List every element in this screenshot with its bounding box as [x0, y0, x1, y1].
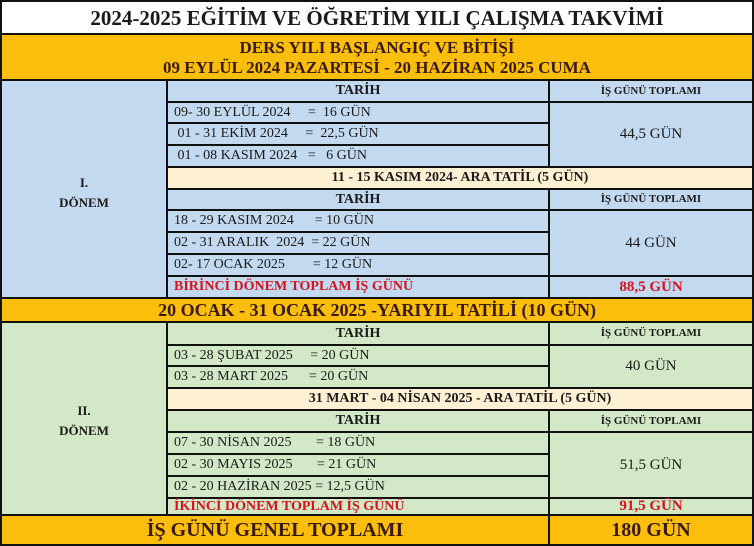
- term2-total-header-2: İŞ GÜNÜ TOPLAMI: [550, 411, 752, 431]
- term1-label-number: I.: [79, 175, 89, 190]
- term1-total-header-2: İŞ GÜNÜ TOPLAMI: [550, 190, 752, 209]
- school-year-banner-line2: 09 EYLÜL 2024 PAZARTESİ - 20 HAZİRAN 2025 CUMA: [163, 58, 591, 77]
- term2-date-row: 02 - 30 MAYIS 2025 = 21 GÜN: [168, 455, 548, 475]
- term1-date-header: TARİH: [168, 81, 548, 101]
- term2-total-label: İKİNCİ DÖNEM TOPLAM İŞ GÜNÜ: [168, 499, 548, 514]
- page-title: 2024-2025 EĞİTİM VE ÖĞRETİM YILI ÇALIŞMA TAKVİMİ: [2, 2, 752, 33]
- grand-total-label: İŞ GÜNÜ GENEL TOPLAMI: [2, 516, 548, 544]
- term2-label-number: II.: [77, 403, 91, 418]
- term1-date-row: 01 - 08 KASIM 2024 = 6 GÜN: [168, 146, 548, 166]
- term1-date-row: 09- 30 EYLÜL 2024 = 16 GÜN: [168, 103, 548, 122]
- term2-date-row: 03 - 28 ŞUBAT 2025 = 20 GÜN: [168, 346, 548, 365]
- term1-total-value: 88,5 GÜN: [550, 277, 752, 297]
- term2-date-header: TARİH: [168, 323, 548, 344]
- term1-label-text: DÖNEM: [59, 195, 109, 210]
- school-year-banner: [2, 35, 752, 79]
- term1-block1-total: 44,5 GÜN: [550, 103, 752, 166]
- term2-total-header: İŞ GÜNÜ TOPLAMI: [550, 323, 752, 344]
- term1-block2-total: 44 GÜN: [550, 211, 752, 275]
- grand-total-value: 180 GÜN: [550, 516, 752, 544]
- term2-block1-total: 40 GÜN: [550, 346, 752, 387]
- term2-date-row: 02 - 20 HAZİRAN 2025 = 12,5 GÜN: [168, 477, 548, 497]
- school-year-banner-line1: DERS YILI BAŞLANGIÇ VE BİTİŞİ: [239, 38, 515, 57]
- term1-mid-break: 11 - 15 KASIM 2024- ARA TATİL (5 GÜN): [168, 168, 752, 188]
- term2-date-row: 03 - 28 MART 2025 = 20 GÜN: [168, 367, 548, 387]
- term1-date-row: 02 - 31 ARALIK 2024 = 22 GÜN: [168, 233, 548, 253]
- term2-label-text: DÖNEM: [59, 423, 109, 438]
- term1-date-row: 18 - 29 KASIM 2024 = 10 GÜN: [168, 211, 548, 231]
- term2-label: [2, 323, 166, 514]
- term2-date-header-2: TARİH: [168, 411, 548, 431]
- semester-break-banner: 20 OCAK - 31 OCAK 2025 -YARIYIL TATİLİ (10 GÜN): [2, 299, 752, 321]
- term1-date-row: 02- 17 OCAK 2025 = 12 GÜN: [168, 255, 548, 275]
- term1-total-label: BİRİNCİ DÖNEM TOPLAM İŞ GÜNÜ: [168, 277, 548, 297]
- term1-date-row: 01 - 31 EKİM 2024 = 22,5 GÜN: [168, 124, 548, 144]
- term1-total-header: İŞ GÜNÜ TOPLAMI: [550, 81, 752, 101]
- term1-date-header-2: TARİH: [168, 190, 548, 209]
- term2-total-value: 91,5 GÜN: [550, 499, 752, 514]
- term2-block2-total: 51,5 GÜN: [550, 433, 752, 497]
- term1-label: [2, 81, 166, 297]
- term2-date-row: 07 - 30 NİSAN 2025 = 18 GÜN: [168, 433, 548, 453]
- term2-mid-break: 31 MART - 04 NİSAN 2025 - ARA TATİL (5 GÜN): [168, 389, 752, 409]
